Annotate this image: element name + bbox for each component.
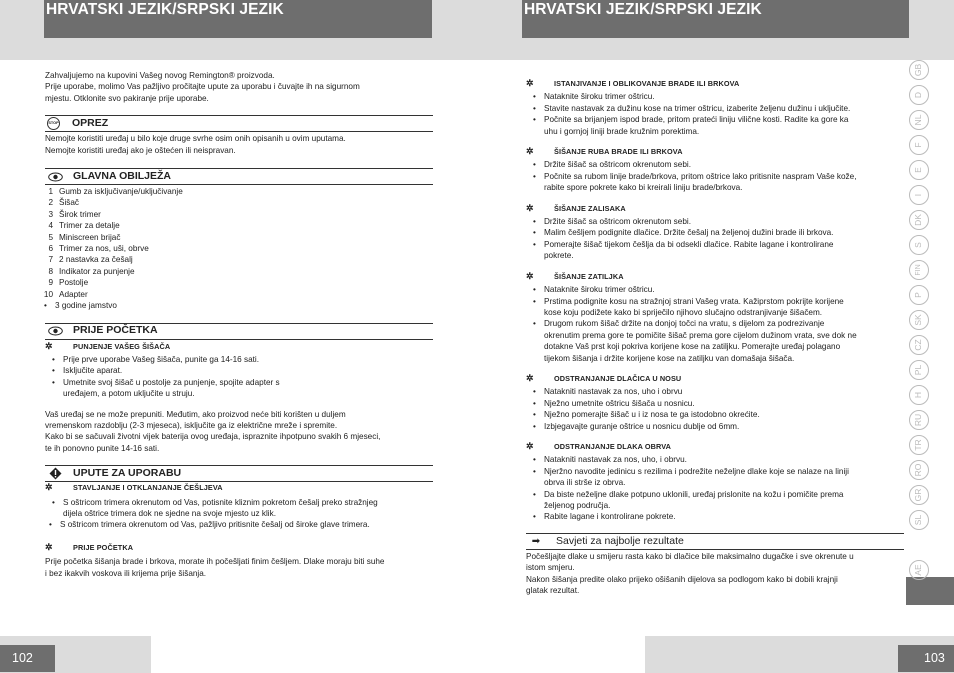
oprez-text bbox=[45, 133, 433, 156]
text-line: Rabite lagane i kontrolirane pokrete. bbox=[544, 512, 676, 522]
arrow-right-icon: ➡ bbox=[531, 535, 541, 547]
left-page-title: HRVATSKI JEZIK/SRPSKI JEZIK bbox=[44, 0, 432, 38]
list-item: • Isključite aparat. bbox=[45, 365, 433, 376]
text-line: Kako bi se sačuvali životni vijek baterija ovog uređaja, ispraznite ihpotpuno svakih 6 mjeseci, bbox=[45, 432, 381, 442]
list-item bbox=[526, 227, 904, 238]
comb-list bbox=[45, 497, 433, 508]
gear-icon: ✲ bbox=[526, 372, 534, 383]
text-line: Pomerajte šišač tijekom češlja da bi odsekli dlačice. Rabite lagane i kontrolirane bbox=[544, 239, 834, 249]
list-item bbox=[35, 197, 433, 208]
tab-pl[interactable]: PL bbox=[909, 360, 929, 380]
subsection-title: PUNJENJE VAŠEG ŠIŠAČA bbox=[73, 341, 171, 351]
gear-icon: ✲ bbox=[526, 202, 534, 213]
list-item bbox=[526, 409, 904, 420]
text-line: Nakon šišanja predite olako prijeko ošišanih dijelova sa podlogom kako bi dobili krajnji bbox=[526, 574, 838, 584]
list-item bbox=[526, 216, 904, 227]
subsection-title: ŠIŠANJE ZALISAKA bbox=[554, 203, 626, 213]
item-number: 10 bbox=[43, 289, 53, 299]
gear-icon: ✲ bbox=[526, 146, 534, 157]
text-line: Izbjegavajte guranje oštrice u nosnicu dublje od 6mm. bbox=[544, 421, 740, 431]
intro-line: Zahvaljujemo na kupovini Vašeg novog Remington® proizvoda. bbox=[45, 71, 275, 80]
item-text: Miniscreen brijač bbox=[59, 232, 121, 242]
list-item bbox=[35, 243, 433, 254]
features-list bbox=[35, 186, 433, 300]
tab-hr-srb[interactable]: HR/SRB bbox=[909, 535, 929, 555]
tab-nl[interactable]: NL bbox=[909, 110, 929, 130]
instruction-list bbox=[526, 386, 904, 432]
tab-tr[interactable]: TR bbox=[909, 435, 929, 455]
gear-icon: ✲ bbox=[45, 340, 53, 351]
section-rub bbox=[526, 146, 904, 194]
text-line: uređajem, a potom uključite u struju. bbox=[63, 389, 195, 399]
subsection-punjenje bbox=[45, 341, 433, 352]
text-line: Vaš uređaj se ne može prepuniti. Međutim, ako proizvod neće biti korišten u duljem bbox=[45, 409, 346, 419]
right-page-title: HRVATSKI JEZIK/SRPSKI JEZIK bbox=[522, 0, 909, 38]
text-line: Nježno pomerajte šišač u i iz nosa te ga istodobno okrećite. bbox=[544, 410, 760, 420]
list-item bbox=[526, 239, 904, 262]
subsection-head bbox=[526, 78, 904, 89]
charging-list bbox=[45, 354, 433, 388]
stop-icon: STOP bbox=[47, 117, 60, 130]
subsection-title: ODSTRANJANJE DLAČICA U NOSU bbox=[554, 373, 682, 383]
text-line: dijela oštrice trimera dok ne sjedne na svoje mjesto uz klik. bbox=[63, 508, 276, 518]
list-item bbox=[35, 186, 433, 197]
gear-icon: ✲ bbox=[526, 78, 534, 88]
text-line: Počnite sa brijanjem ispod brade, pritom prateći liniju vilične kosti. Radite ka gore ka bbox=[544, 115, 849, 125]
item-text: 2 nastavka za češalj bbox=[59, 255, 133, 265]
gear-icon: ✲ bbox=[526, 440, 534, 451]
subsection-title: ODSTRANJANJE DLAKA OBRVA bbox=[554, 441, 671, 451]
item-text: Šišač bbox=[59, 198, 80, 208]
text-line: Stavite nastavak za dužinu kose na trimer oštricu, izaberite željenu dužinu i uključite. bbox=[544, 103, 851, 113]
item-number: 3 bbox=[48, 209, 53, 219]
list-item bbox=[526, 466, 904, 489]
list-item bbox=[526, 511, 904, 522]
item-text: Širok trimer bbox=[59, 209, 101, 219]
list-item: • Umetnite svoj šišač u postolje za punjenje, spojite adapter s bbox=[45, 377, 433, 388]
item-number: 2 bbox=[48, 198, 53, 208]
item-number: 8 bbox=[48, 266, 53, 276]
list-item: • S oštricom trimera okrenutom od Vas, pažljivo pritisnite češalj od široke glave trimera. bbox=[42, 519, 433, 530]
text-line: željenog područja. bbox=[544, 501, 611, 510]
section-oprez bbox=[45, 115, 433, 132]
text-line: rabite spore pokrete kako bi kreirali liniju brade/brkova. bbox=[544, 183, 743, 193]
tab-d[interactable]: D bbox=[909, 85, 929, 105]
item-text: Indikator za punjenje bbox=[59, 266, 135, 276]
left-column bbox=[45, 70, 433, 579]
subsection-head bbox=[526, 271, 904, 282]
text-line: kose koju podižete kako bi spriječilo njihovo slučajno odstranjivanje šišačem. bbox=[544, 307, 823, 317]
text-line: Nemojte koristiti uređaj u bilo koje druge svrhe osim onih opisanih u ovim uputama. bbox=[45, 134, 346, 144]
subsection-title: ŠIŠANJE RUBA BRADE ILI BRKOVA bbox=[554, 147, 683, 157]
section-nos bbox=[526, 373, 904, 432]
list-item bbox=[526, 284, 904, 295]
section-title: PRIJE POČETKA bbox=[73, 324, 158, 337]
text-line: te ih ponovno punite 14-16 sati. bbox=[45, 443, 160, 453]
charging-note bbox=[45, 409, 433, 455]
intro-line: Prije uporabe, molimo Vas pažljivo pročitajte upute za uporabu i čuvajte ih na sigurnom bbox=[45, 82, 360, 92]
comb-list-2 bbox=[42, 519, 433, 530]
list-item bbox=[526, 159, 904, 170]
tab-f[interactable]: F bbox=[909, 135, 929, 155]
tab-dk[interactable]: DK bbox=[909, 210, 929, 230]
item-text: Trimer za detalje bbox=[59, 221, 120, 231]
text-line: dotakne Vaš prst koji pokriva korijene kose na zatiljku. Pomerajte uređaj polagano bbox=[544, 342, 841, 352]
list-item bbox=[526, 91, 904, 102]
text-line: Nježno umetnite oštricu šišača u nosnicu. bbox=[544, 398, 695, 408]
tab-ro[interactable]: RO bbox=[909, 460, 929, 480]
text-line: Počnite sa rubom linije brade/brkova, pritom oštrice lako pritisnite naspram Vaše kože, bbox=[544, 171, 857, 181]
right-column bbox=[526, 78, 904, 596]
item-number: 1 bbox=[48, 187, 53, 197]
list-item bbox=[526, 454, 904, 465]
instruction-list bbox=[526, 159, 904, 193]
list-item bbox=[526, 398, 904, 409]
subsection-title: ŠIŠANJE ZATILJKA bbox=[554, 271, 624, 281]
list-item bbox=[35, 277, 433, 288]
gear-icon: ✲ bbox=[45, 541, 53, 552]
tab-gr[interactable]: GR bbox=[909, 485, 929, 505]
text-line: okrenutim prema gore te pomičite šišač prema gore cijelom dužinom vrata, sve dok ne bbox=[544, 330, 857, 340]
text-line: i bez ikakvih voskova ili krijema prije šišanja. bbox=[45, 568, 207, 578]
left-page-number: 102 bbox=[0, 645, 55, 672]
tab-e[interactable]: E bbox=[909, 160, 929, 180]
text-line: Držite šišač sa oštricom okrenutom sebi. bbox=[544, 217, 691, 227]
tab-s[interactable]: S bbox=[909, 235, 929, 255]
subsection-head bbox=[526, 203, 904, 214]
tab-ae[interactable]: AE bbox=[909, 560, 929, 580]
list-item bbox=[35, 254, 433, 265]
section-zalisci bbox=[526, 203, 904, 262]
subsection-cesljevi bbox=[45, 482, 433, 493]
section-upute bbox=[45, 465, 433, 482]
subsection-head bbox=[526, 373, 904, 384]
list-item: • S oštricom trimera okrenutom od Vas, potisnite kliznim pokretom češalj preko stražnjeg bbox=[45, 497, 433, 508]
section-istanjivanje bbox=[526, 78, 904, 137]
item-text: Trimer za nos, uši, obrve bbox=[59, 244, 149, 254]
tab-cz[interactable]: CZ bbox=[909, 335, 929, 355]
eye-icon bbox=[47, 171, 63, 183]
list-item bbox=[35, 232, 433, 243]
section-title: Savjeti za najbolje rezultate bbox=[556, 534, 684, 547]
tab-gb[interactable]: GB bbox=[909, 60, 929, 80]
tips-text bbox=[526, 551, 904, 597]
instruction-list bbox=[526, 454, 904, 522]
section-title: UPUTE ZA UPORABU bbox=[73, 466, 182, 479]
subsection-head bbox=[526, 146, 904, 157]
text-line: obrva ili strše iz obrva. bbox=[544, 478, 626, 488]
item-number: 4 bbox=[48, 221, 53, 231]
tab-sk[interactable]: SK bbox=[909, 310, 929, 330]
item-text: Adapter bbox=[59, 289, 88, 299]
tab-i[interactable]: I bbox=[909, 185, 929, 205]
section-zatiljak bbox=[526, 271, 904, 364]
right-page-number: 103 bbox=[898, 645, 954, 672]
text-line: Natakniti nastavak za nos, uho, i obrvu. bbox=[544, 455, 687, 465]
text-line: Njeržno navodite jedinicu s rezilima i podrežite neželjne dlake koje se nalaze na liniji bbox=[544, 466, 849, 476]
intro-text bbox=[45, 70, 433, 104]
text-line: vremenskom razdoblju (2-3 mjeseca), isključite ga iz električne mreže i spremite. bbox=[45, 420, 338, 430]
text-line: pokrete. bbox=[544, 251, 574, 261]
list-item bbox=[526, 171, 904, 194]
text-line: Prije početka šišanja brade i brkova, morate ih počešljati finim češljem. Dlake moraju biti suhe bbox=[45, 557, 385, 567]
text-line: glatak rezultat. bbox=[526, 586, 580, 596]
list-item bbox=[526, 386, 904, 397]
section-prije bbox=[45, 323, 433, 340]
section-title: GLAVNA OBILJEŽA bbox=[73, 169, 172, 182]
instruction-list bbox=[526, 216, 904, 262]
intro-line: mjestu. Otklonite svo pakiranje prije uporabe. bbox=[45, 93, 209, 103]
gear-icon: ✲ bbox=[45, 482, 53, 493]
warranty-line bbox=[37, 300, 433, 311]
tab-ru[interactable]: RU bbox=[909, 410, 929, 430]
text-line: Natakniti nastavak za nos, uho i obrvu bbox=[544, 387, 683, 397]
text-line: Prstima podignite kosu na stražnjoj strani Vašeg vrata. Kažiprstom pokrijte korijene bbox=[544, 296, 844, 306]
list-item bbox=[526, 296, 904, 319]
tab-fin[interactable]: FIN bbox=[909, 260, 929, 280]
text-line: Da biste neželjne dlake potpuno uklonili, uređaj prislonite na kožu i pomičite prema bbox=[544, 489, 844, 499]
list-item: • Prije prve uporabe Vašeg šišača, punite ga 14-16 sati. bbox=[45, 354, 433, 365]
instruction-list bbox=[526, 284, 904, 364]
item-number: 5 bbox=[48, 232, 53, 242]
item-text: Postolje bbox=[59, 278, 89, 288]
text-line: Nataknite široku trimer oštricu. bbox=[544, 285, 655, 295]
list-item bbox=[526, 421, 904, 432]
list-item bbox=[35, 289, 433, 300]
list-item: • 3 godine jamstvo bbox=[37, 300, 433, 311]
list-item bbox=[526, 103, 904, 114]
list-item bbox=[35, 209, 433, 220]
text-line: Držite šišač sa oštricom okrenutom sebi. bbox=[544, 160, 691, 170]
subsection-title: PRIJE POČETKA bbox=[73, 542, 134, 552]
text-line: Nataknite široku trimer oštricu. bbox=[544, 92, 655, 102]
list-item bbox=[35, 266, 433, 277]
text-line: istom smjeru. bbox=[526, 563, 575, 573]
subsection-head bbox=[526, 441, 904, 452]
exclamation-icon bbox=[47, 468, 63, 480]
text-line: uhu i gornjoj liniji brade kružnim porektima. bbox=[544, 126, 700, 136]
list-item bbox=[35, 220, 433, 231]
text-line: tijekom šišanja i držite korijene kose na zatiljku van domašaja šišača. bbox=[544, 353, 795, 363]
subsection-prije-pocetka bbox=[45, 542, 433, 553]
list-item bbox=[526, 489, 904, 512]
gear-icon: ✲ bbox=[526, 270, 534, 281]
before-start-text bbox=[45, 556, 433, 579]
list-item bbox=[526, 114, 904, 137]
section-obrve bbox=[526, 441, 904, 523]
tab-sl[interactable]: SL bbox=[909, 510, 929, 530]
tab-p[interactable]: P bbox=[909, 285, 929, 305]
section-title: OPREZ bbox=[72, 117, 109, 130]
item-number: 9 bbox=[48, 278, 53, 288]
list-item bbox=[526, 318, 904, 364]
section-savjeti bbox=[526, 533, 904, 550]
subsection-title: STAVLJANJE I OTKLANJANJE ČEŠLJEVA bbox=[73, 483, 223, 493]
section-glavna bbox=[45, 168, 433, 185]
tab-h[interactable]: H bbox=[909, 385, 929, 405]
text-line: Drugom rukom šišač držite na donjoj točci na vratu, s dijelom za podrezivanje bbox=[544, 319, 825, 329]
instruction-list bbox=[526, 91, 904, 137]
language-tabs bbox=[906, 60, 932, 585]
subsection-title: ISTANJIVANJE I OBLIKOVANJE BRADE ILI BRKOVA bbox=[554, 79, 740, 88]
text-line: Počešljajte dlake u smijeru rasta kako bi dlačice bile maksimalno dugačke i sve okrenute u bbox=[526, 551, 854, 561]
item-number: 6 bbox=[48, 244, 53, 254]
item-text: Gumb za isključivanje/uključivanje bbox=[59, 187, 183, 197]
text-line: Malim češljem podignite dlačice. Držite češalj na željenoj dužini brade ili brkova. bbox=[544, 228, 834, 238]
text-line: Nemojte koristiti uređaj ako je oštećen ili neispravan. bbox=[45, 145, 236, 155]
eye-icon bbox=[47, 325, 63, 337]
item-number: 7 bbox=[48, 255, 53, 265]
